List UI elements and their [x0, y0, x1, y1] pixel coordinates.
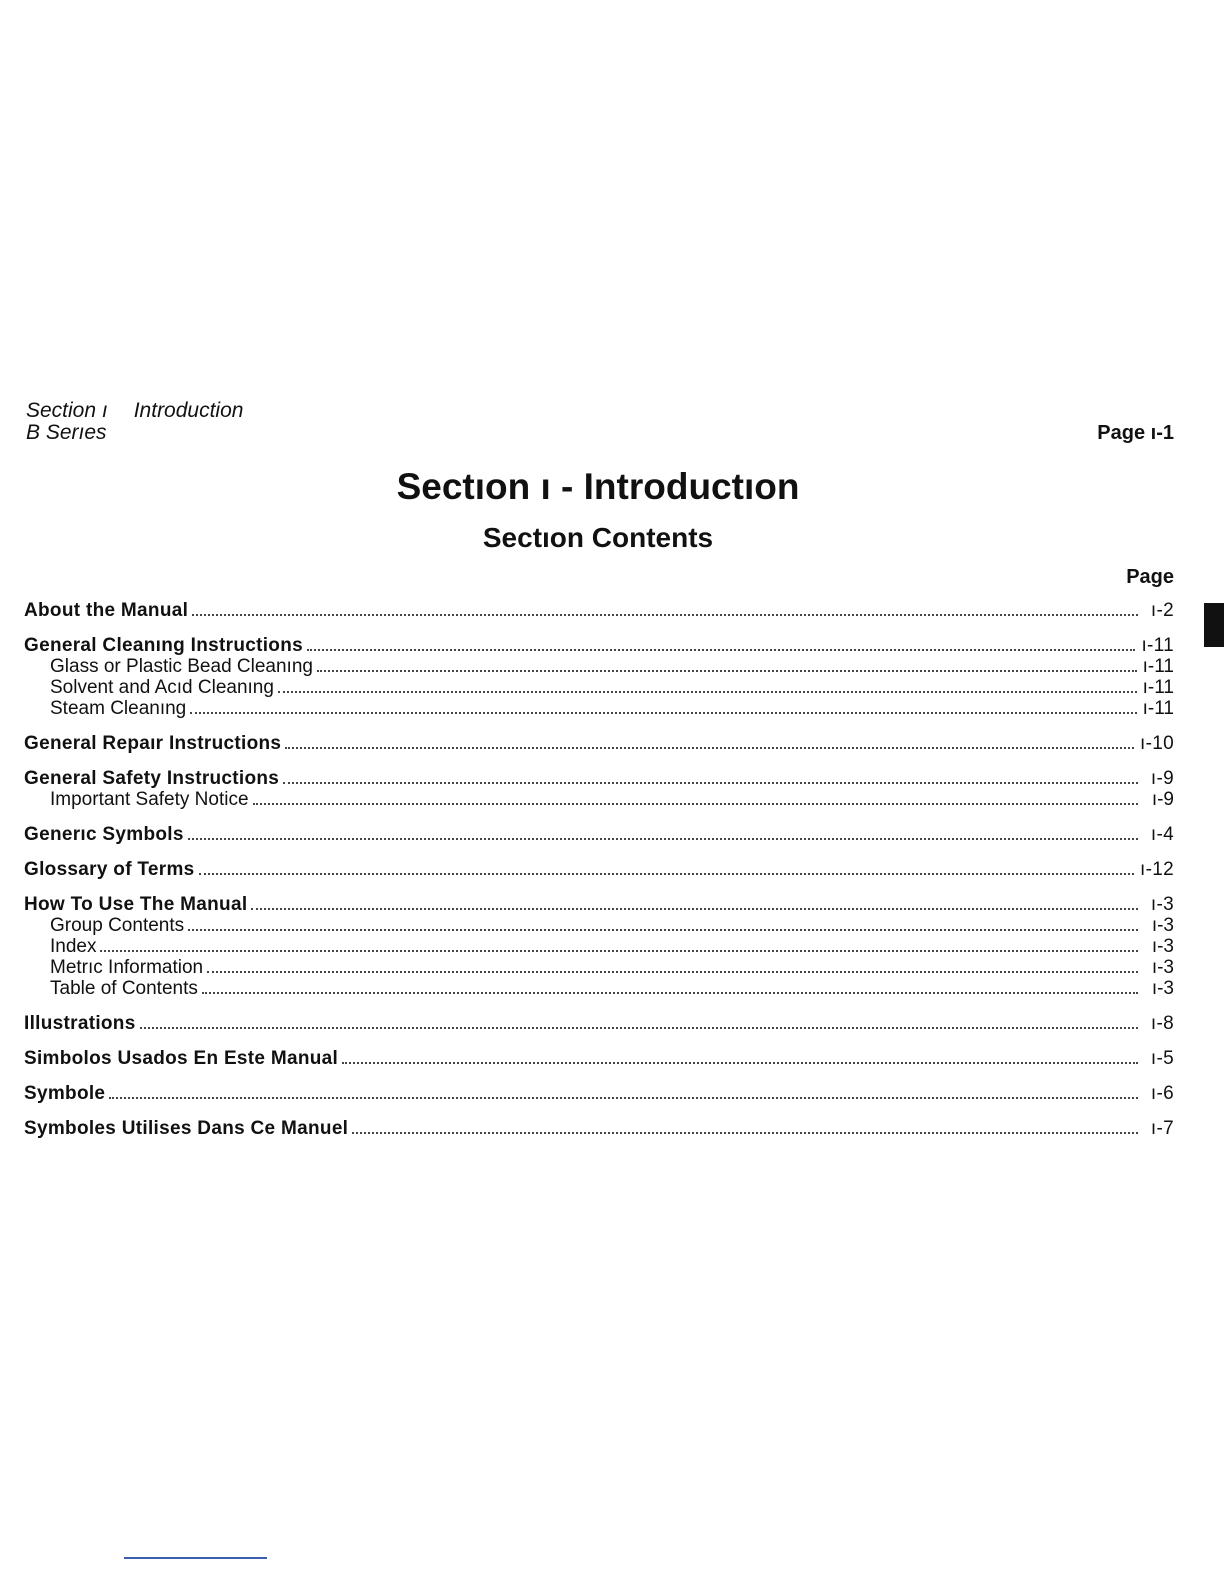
toc-entry-page: ı-4: [1150, 824, 1174, 845]
toc-entry-page: ı-3: [1151, 978, 1174, 999]
toc-entry-label: Metrıc Information: [50, 957, 204, 978]
toc-entry[interactable]: [24, 824, 1174, 845]
toc-entry-label: General Safety Instructions: [24, 768, 280, 789]
toc-entry-label: Group Contents: [50, 915, 185, 936]
toc-entry-label: Glass or Plastic Bead Cleanıng: [50, 656, 313, 677]
toc-group: [24, 894, 1174, 999]
toc-entry[interactable]: [24, 894, 1174, 915]
toc-entry-page: ı-9: [1150, 768, 1174, 789]
toc-group: [24, 635, 1174, 719]
toc-entry-page: ı-3: [1151, 915, 1174, 936]
toc-entry[interactable]: [24, 635, 1174, 656]
page-subtitle: Sectıon Contents: [482, 522, 714, 553]
toc-entry-label: Illustrations: [24, 1013, 136, 1034]
toc-entry-page: ı-3: [1150, 894, 1174, 915]
toc-subentry[interactable]: [24, 677, 1174, 698]
toc-entry[interactable]: [24, 1048, 1174, 1069]
toc-entry-label: About the Manual: [24, 600, 189, 621]
toc-subentry[interactable]: [24, 915, 1174, 936]
toc-subentry[interactable]: [24, 936, 1174, 957]
page-column-header: Page: [1126, 566, 1174, 588]
toc-entry-page: ı-12: [1140, 859, 1174, 880]
toc-entry-page: ı-7: [1150, 1118, 1174, 1139]
toc-entry-label: Symbole: [24, 1083, 106, 1104]
toc-group: [24, 824, 1174, 845]
toc-entry[interactable]: [24, 1118, 1174, 1139]
toc-entry[interactable]: [24, 1083, 1174, 1104]
toc-entry-page: ı-2: [1150, 600, 1174, 621]
toc-entry-label: Steam Cleanıng: [50, 698, 187, 719]
footer-rule: [124, 1557, 267, 1559]
toc-entry-label: General Repaır Instructions: [24, 733, 282, 754]
dot-leader: [109, 1097, 1138, 1099]
toc-subentry[interactable]: [24, 789, 1174, 810]
running-header: [26, 400, 243, 444]
dot-leader: [278, 691, 1137, 693]
toc-entry[interactable]: [24, 733, 1174, 754]
toc-subentry[interactable]: [24, 978, 1174, 999]
toc-subentry[interactable]: [24, 656, 1174, 677]
toc-group: [24, 600, 1174, 621]
toc-entry-label: Simbolos Usados En Este Manual: [24, 1048, 339, 1069]
dot-leader: [100, 950, 1138, 952]
toc-group: [24, 1118, 1174, 1139]
toc-subentry[interactable]: [24, 698, 1174, 719]
toc-entry-page: ı-10: [1140, 733, 1174, 754]
toc-entry-label: Generıc Symbols: [24, 824, 184, 845]
dot-leader: [188, 838, 1138, 840]
header-section-label: Section ı: [26, 399, 108, 422]
dot-leader: [199, 873, 1135, 875]
toc-entry[interactable]: [24, 859, 1174, 880]
dot-leader: [192, 614, 1138, 616]
toc-entry-label: General Cleanıng Instructions: [24, 635, 303, 656]
page-title: Sectıon ı - Introductıon: [396, 466, 800, 507]
toc-entry-page: ı-3: [1151, 936, 1174, 957]
toc-entry-label: Index: [50, 936, 97, 957]
toc-entry-page: ı-11: [1142, 656, 1174, 677]
toc-group: [24, 768, 1174, 810]
toc-entry-page: ı-11: [1141, 635, 1174, 656]
dot-leader: [251, 908, 1138, 910]
toc-entry-page: ı-8: [1150, 1013, 1174, 1034]
toc-group: [24, 1013, 1174, 1034]
dot-leader: [283, 782, 1138, 784]
dot-leader: [285, 747, 1134, 749]
toc-entry-label: Solvent and Acıd Cleanıng: [50, 677, 274, 698]
dot-leader: [307, 649, 1135, 651]
toc-entry-page: ı-3: [1151, 957, 1174, 978]
dot-leader: [342, 1062, 1138, 1064]
dot-leader: [188, 929, 1138, 931]
toc-entry-label: Important Safety Notice: [50, 789, 249, 810]
toc-entry-page: ı-11: [1142, 677, 1174, 698]
toc-entry-label: Symboles Utilises Dans Ce Manuel: [24, 1118, 349, 1139]
toc-entry-label: How To Use The Manual: [24, 894, 248, 915]
toc-entry[interactable]: [24, 768, 1174, 789]
dot-leader: [140, 1027, 1138, 1029]
toc-entry-page: ı-11: [1142, 698, 1174, 719]
toc-entry-page: ı-5: [1150, 1048, 1174, 1069]
section-tab-marker: [1204, 603, 1224, 647]
toc-entry-label: Glossary of Terms: [24, 859, 195, 880]
toc-entry[interactable]: [24, 600, 1174, 621]
header-series: B Serıes: [26, 421, 107, 444]
dot-leader: [207, 971, 1138, 973]
table-of-contents: [24, 600, 1174, 1153]
dot-leader: [202, 992, 1138, 994]
page-number: Page ı-1: [1097, 422, 1174, 444]
toc-group: [24, 1083, 1174, 1104]
toc-entry-page: ı-9: [1151, 789, 1174, 810]
toc-group: [24, 1048, 1174, 1069]
toc-entry-label: Table of Contents: [50, 978, 198, 999]
toc-group: [24, 859, 1174, 880]
toc-group: [24, 733, 1174, 754]
dot-leader: [253, 803, 1138, 805]
toc-subentry[interactable]: [24, 957, 1174, 978]
header-section-title: Introduction: [133, 399, 244, 422]
toc-entry-page: ı-6: [1150, 1083, 1174, 1104]
dot-leader: [190, 712, 1136, 714]
toc-entry[interactable]: [24, 1013, 1174, 1034]
dot-leader: [317, 670, 1137, 672]
dot-leader: [352, 1132, 1138, 1134]
